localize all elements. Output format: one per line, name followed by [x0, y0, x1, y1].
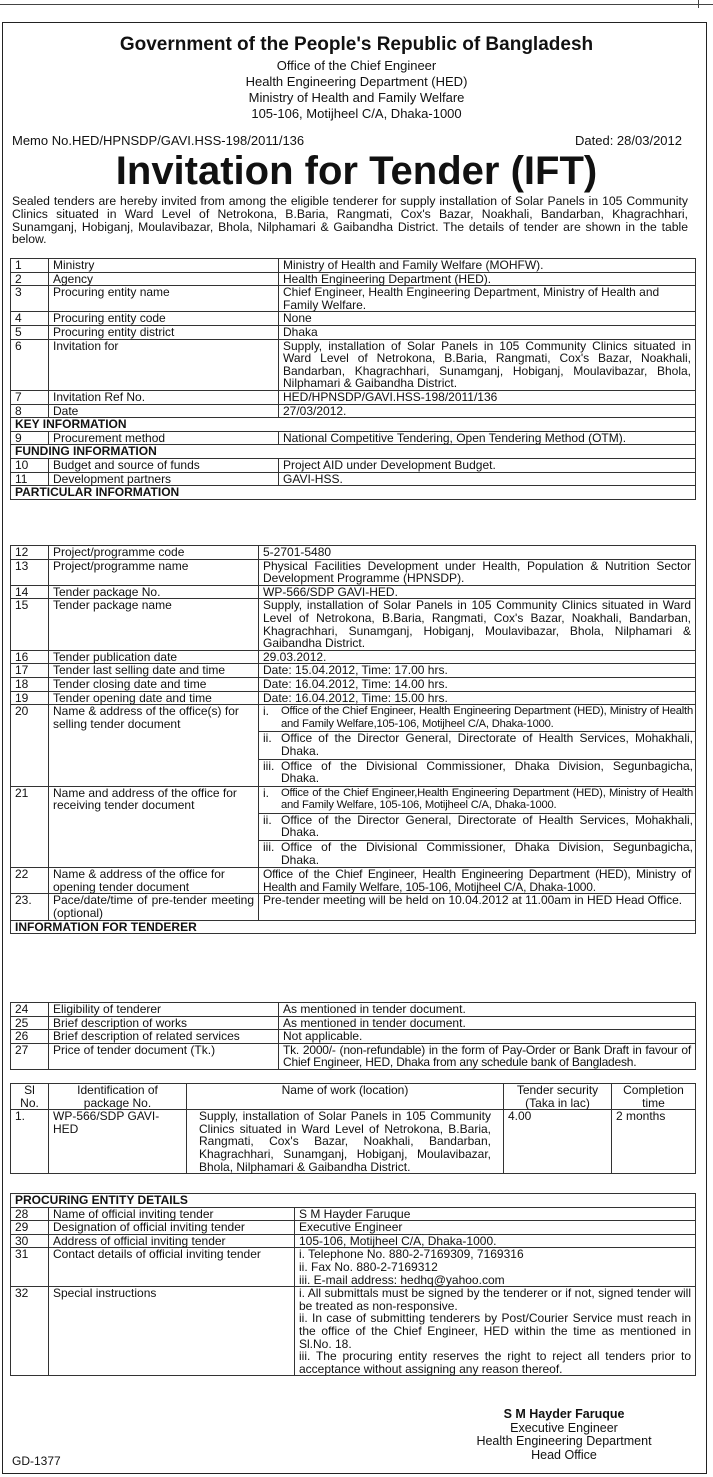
row-label: Procuring entity district [49, 325, 279, 339]
memo-number: Memo No.HED/HPNSDP/GAVI.HSS-198/2011/136 [12, 133, 305, 148]
row-label: Name and address of the office for receiving tender document [49, 786, 259, 868]
row-number: 30 [11, 1234, 49, 1248]
row-value: Supply, installation of Solar Panels in 105 Community Clinics situated in Ward Level of Netrokona, B.Baria, Rangmati, Cox's Bazar, Noakhali, Bandarban, Khagrachhari, Sunamganj, Hobiganj, Moulavibazar, Bhola, Nilphamari & Gaibandha District. [279, 339, 696, 390]
tender-info-table [10, 258, 696, 500]
table-row [11, 325, 696, 339]
procuring-entity-table [10, 1193, 696, 1376]
section-title: KEY INFORMATION [11, 418, 696, 432]
table-row [11, 390, 696, 404]
row-label: Name of official inviting tender [49, 1207, 295, 1221]
row-label: Budget and source of funds [49, 458, 279, 472]
row-value: Date: 16.04.2012, Time: 14.00 hrs. [259, 677, 696, 691]
row-value: 29.03.2012. [259, 650, 696, 664]
row-label: Invitation for [49, 339, 279, 390]
table-row [11, 868, 696, 894]
roman-numeral: i. [263, 704, 269, 719]
table-row [11, 1110, 696, 1174]
row-number: 31 [11, 1248, 49, 1287]
signatory-name: S M Hayder Faruque [503, 1407, 625, 1421]
table-row [11, 894, 696, 920]
table-row [11, 404, 696, 418]
table-row [11, 1043, 696, 1069]
row-label: Development partners [49, 472, 279, 486]
section-heading [11, 920, 696, 934]
row-number: 15 [11, 599, 49, 650]
row-value: Dhaka [279, 325, 696, 339]
signatory-office: Head Office [531, 1447, 597, 1462]
row-value: None [279, 312, 696, 326]
row-value: Physical Facilities Development under Health, Population & Nutrition Sector Development Programme (HPNSDP). [259, 559, 696, 585]
row-number: 10 [11, 458, 49, 472]
ministry-line: Ministry of Health and Family Welfare [248, 90, 465, 105]
office-item [259, 760, 695, 786]
row-label: Procuring entity name [49, 286, 279, 312]
row-label: Name & address of the office(s) for selling tender document [49, 705, 259, 787]
row-label: Pace/date/time of pre-tender meeting (optional) [49, 894, 259, 920]
office-item [259, 841, 695, 867]
row-number: 20 [11, 705, 49, 787]
signature-block [430, 1408, 698, 1462]
row-value: As mentioned in tender document. [279, 1003, 696, 1017]
table-row [11, 339, 696, 390]
row-number: 16 [11, 650, 49, 664]
row-label: Agency [49, 272, 279, 286]
table-row [11, 259, 696, 273]
office-item [259, 814, 695, 841]
row-number: 22 [11, 868, 49, 894]
row-number: 28 [11, 1207, 49, 1221]
telephone-line: i. Telephone No. 880-2-7169309, 7169316 [299, 1247, 524, 1262]
table-row [11, 650, 696, 664]
row-number: 27 [11, 1043, 49, 1069]
roman-numeral: i. [263, 785, 269, 800]
table-row [11, 1016, 696, 1030]
row-number: 12 [11, 546, 49, 560]
section-title: PROCURING ENTITY DETAILS [11, 1194, 696, 1208]
row-label: Contact details of official inviting tender [49, 1248, 295, 1287]
row-value: Not applicable. [279, 1030, 696, 1044]
column-header: Sl No. [11, 1084, 49, 1110]
row-label: Tender package name [49, 599, 259, 650]
office-text: Office of the Director General, Directorate of Health Services, Mohakhali, Dhaka. [281, 731, 693, 758]
row-number: 18 [11, 677, 49, 691]
row-label: Brief description of related services [49, 1030, 279, 1044]
row-number: 4 [11, 312, 49, 326]
office-line: Office of the Chief Engineer [276, 58, 437, 73]
particular-info-table [10, 545, 696, 934]
row-number: 3 [11, 286, 49, 312]
column-header: Name of work (location) [187, 1084, 504, 1110]
row-label: Special instructions [49, 1287, 295, 1376]
office-item [259, 705, 695, 732]
row-label: Tender last selling date and time [49, 664, 259, 678]
table-row [11, 1003, 696, 1017]
table-row [11, 1248, 696, 1287]
section-heading [11, 445, 696, 459]
row-value: Date: 15.04.2012, Time: 17.00 hrs. [259, 664, 696, 678]
row-value: Project AID under Development Budget. [279, 458, 696, 472]
row-value: Health Engineering Department (HED). [279, 272, 696, 286]
page-title: Invitation for Tender (IFT) [115, 149, 598, 193]
row-label: Tender package No. [49, 585, 259, 599]
package-cell: WP-566/SDP GAVI-HED [49, 1110, 187, 1174]
section-heading [11, 1194, 696, 1208]
row-number: 9 [11, 431, 49, 445]
row-number: 29 [11, 1221, 49, 1235]
row-label: Date [49, 404, 279, 418]
row-value: Tk. 2000/- (non-refundable) in the form of Pay-Order or Bank Draft in favour of Chief Engineer, HED, Dhaka from any schedule bank of Bangladesh. [279, 1043, 696, 1069]
row-value: As mentioned in tender document. [279, 1016, 696, 1030]
row-value: HED/HPNSDP/GAVI.HSS-198/2011/136 [279, 390, 696, 404]
table-row [11, 664, 696, 678]
table-row [11, 786, 696, 868]
table-row [11, 1207, 696, 1221]
row-label: Address of official inviting tender [49, 1234, 295, 1248]
office-text: Office of the Divisional Commissioner, Dhaka Division, Segunbagicha, Dhaka. [281, 840, 693, 867]
row-value: 105-106, Motijheel C/A, Dhaka-1000. [295, 1234, 696, 1248]
row-number: 23. [11, 894, 49, 920]
table-row [11, 585, 696, 599]
table-row [11, 559, 696, 585]
row-label: Tender opening date and time [49, 691, 259, 705]
row-label: Designation of official inviting tender [49, 1221, 295, 1235]
row-label: Project/programme code [49, 546, 259, 560]
fax-line: ii. Fax No. 880-2-7169312 [299, 1259, 438, 1274]
table-row [11, 286, 696, 312]
table-row [11, 677, 696, 691]
signatory-designation: Executive Engineer [510, 1420, 618, 1435]
table-row [11, 705, 696, 787]
row-value: Supply, installation of Solar Panels in 105 Community Clinics situated in Ward Level of Netrokona, B.Baria, Rangmati, Cox's Bazar, Noakhali, Bandarban, Khagrachhari, Sunamganj, Hobiganj, Moulavibazar, Bhola, Nilphamari & Gaibandha District. [259, 599, 696, 650]
row-value: Date: 16.04.2012, Time: 15.00 hrs. [259, 691, 696, 705]
table-row [11, 546, 696, 560]
table-header-row [11, 1084, 696, 1110]
column-header: Tender security (Taka in lac) [504, 1084, 612, 1110]
table-row [11, 312, 696, 326]
top-rule-tick [698, 0, 699, 8]
row-number: 24 [11, 1003, 49, 1017]
table-row [11, 1030, 696, 1044]
table-row [11, 431, 696, 445]
row-value: WP-566/SDP GAVI-HED. [259, 585, 696, 599]
completion-cell: 2 months [612, 1110, 696, 1174]
row-label: Eligibility of tenderer [49, 1003, 279, 1017]
table-row [11, 1234, 696, 1248]
table-row [11, 272, 696, 286]
row-number: 6 [11, 339, 49, 390]
row-value [295, 1287, 696, 1376]
row-label: Price of tender document (Tk.) [49, 1043, 279, 1069]
security-cell: 4.00 [504, 1110, 612, 1174]
row-value: 5-2701-5480 [259, 546, 696, 560]
package-table [10, 1083, 696, 1174]
office-text: Office of the Divisional Commissioner, Dhaka Division, Segunbagicha, Dhaka. [281, 758, 693, 786]
row-label: Project/programme name [49, 559, 259, 585]
email-line: iii. E-mail address: hedhq@yahoo.com [299, 1272, 505, 1287]
row-value: Chief Engineer, Health Engineering Department, Ministry of Health and Family Welfare. [279, 286, 696, 312]
office-item [259, 787, 695, 814]
row-number: 25 [11, 1016, 49, 1030]
section-heading [11, 418, 696, 432]
row-number: 2 [11, 272, 49, 286]
footer-code: GD-1377 [12, 1454, 61, 1468]
tenderer-info-table [10, 1002, 696, 1070]
roman-numeral: iii. [263, 840, 275, 855]
row-value: Office of the Chief Engineer, Health Engineering Department (HED), Ministry of Health and Family Welfare, 105-106, Motijheel C/A, Dhaka-1000. [259, 868, 696, 894]
column-header: Completion time [612, 1084, 696, 1110]
table-row [11, 691, 696, 705]
memo-date: Dated: 28/03/2012 [575, 133, 682, 148]
signatory-department: Health Engineering Department [476, 1434, 652, 1448]
row-number: 7 [11, 390, 49, 404]
row-label: Procurement method [49, 431, 279, 445]
work-cell: Supply, installation of Solar Panels in 105 Community Clinics situated in Ward Level of Netrokona, B.Baria, Rangmati, Cox's Bazar, Noakhali, Bandarban, Khagrachhari, Sunamganj, Hobiganj, Moulavibazar, Bhola, Nilphamari & Gaibandha District. [187, 1110, 504, 1174]
table-row [11, 458, 696, 472]
office-text: Office of the Director General, Directorate of Health Services, Mohakhali, Dhaka. [281, 812, 693, 840]
row-value: GAVI-HSS. [279, 472, 696, 486]
row-value [259, 705, 696, 787]
row-number: 8 [11, 404, 49, 418]
row-number: 13 [11, 559, 49, 585]
section-heading [11, 486, 696, 500]
row-label: Ministry [49, 259, 279, 273]
row-number: 32 [11, 1287, 49, 1376]
column-header: Identification of package No. [49, 1084, 187, 1110]
row-label: Invitation Ref No. [49, 390, 279, 404]
government-title: Government of the People's Republic of Bangladesh [119, 34, 594, 55]
row-value: Executive Engineer [295, 1221, 696, 1235]
roman-numeral: ii. [263, 812, 272, 827]
row-value: S M Hayder Faruque [295, 1207, 696, 1221]
roman-numeral: iii. [263, 758, 275, 773]
sl-cell: 1. [11, 1110, 49, 1174]
office-text: Office of the Chief Engineer,Health Engineering Department (HED), Ministry of Health and Family Welfare, 105-106, Motijheel C/A, Dhaka-1000. [281, 786, 693, 812]
row-value [259, 786, 696, 868]
row-number: 14 [11, 585, 49, 599]
row-number: 5 [11, 325, 49, 339]
department-line: Health Engineering Department (HED) [245, 74, 468, 89]
roman-numeral: ii. [263, 731, 272, 746]
instruction-item: i. All submittals must be signed by the tenderer or if not, signed tender will be treated as non-responsive. [299, 1286, 691, 1313]
address-line: 105-106, Motijheel C/A, Dhaka-1000 [251, 106, 462, 121]
table-row [11, 599, 696, 650]
section-title: PARTICULAR INFORMATION [11, 486, 696, 500]
office-item [259, 732, 695, 759]
row-value [295, 1248, 696, 1287]
row-value: 27/03/2012. [279, 404, 696, 418]
table-row [11, 1287, 696, 1376]
row-number: 21 [11, 786, 49, 868]
table-row [11, 472, 696, 486]
row-number: 19 [11, 691, 49, 705]
row-value: Pre-tender meeting will be held on 10.04.2012 at 11.00am in HED Head Office. [259, 894, 696, 920]
row-label: Procuring entity code [49, 312, 279, 326]
office-text: Office of the Chief Engineer, Health Engineering Department (HED), Ministry of Health and Family Welfare,105-106, Motijheel C/A, Dhaka-1000. [281, 705, 693, 730]
row-number: 1 [11, 259, 49, 273]
row-number: 11 [11, 472, 49, 486]
row-number: 17 [11, 664, 49, 678]
intro-paragraph: Sealed tenders are hereby invited from among the eligible tenderer for supply installation of Solar Panels in 105 Community Clinics situated in Ward Level of Netrokona, B.Baria, Rangmati, Cox's Bazar, Noakhali, Bandarban, Khagrachhari, Sunamganj, Hobiganj, Moulavibazar, Bhola, Nilphamari & Gaibandha District. The details of tender are shown in the table below. [12, 194, 688, 247]
row-value: National Competitive Tendering, Open Tendering Method (OTM). [279, 431, 696, 445]
section-title: FUNDING INFORMATION [11, 445, 696, 459]
row-label: Brief description of works [49, 1016, 279, 1030]
row-number: 26 [11, 1030, 49, 1044]
top-rule [0, 4, 713, 5]
section-title: INFORMATION FOR TENDERER [11, 920, 696, 934]
table-row [11, 1221, 696, 1235]
row-label: Name & address of the office for opening tender document [49, 868, 259, 894]
row-label: Tender publication date [49, 650, 259, 664]
row-value: Ministry of Health and Family Welfare (MOHFW). [279, 259, 696, 273]
instruction-item: iii. The procuring entity reserves the right to reject all tenders prior to acceptance without assigning any reason thereof. [299, 1349, 691, 1376]
row-label: Tender closing date and time [49, 677, 259, 691]
instruction-item: ii. In case of submitting tenderers by Post/Courier Service must reach in the office of the Chief Engineer, HED within the time as mentioned in Sl.No. 18. [299, 1311, 691, 1351]
